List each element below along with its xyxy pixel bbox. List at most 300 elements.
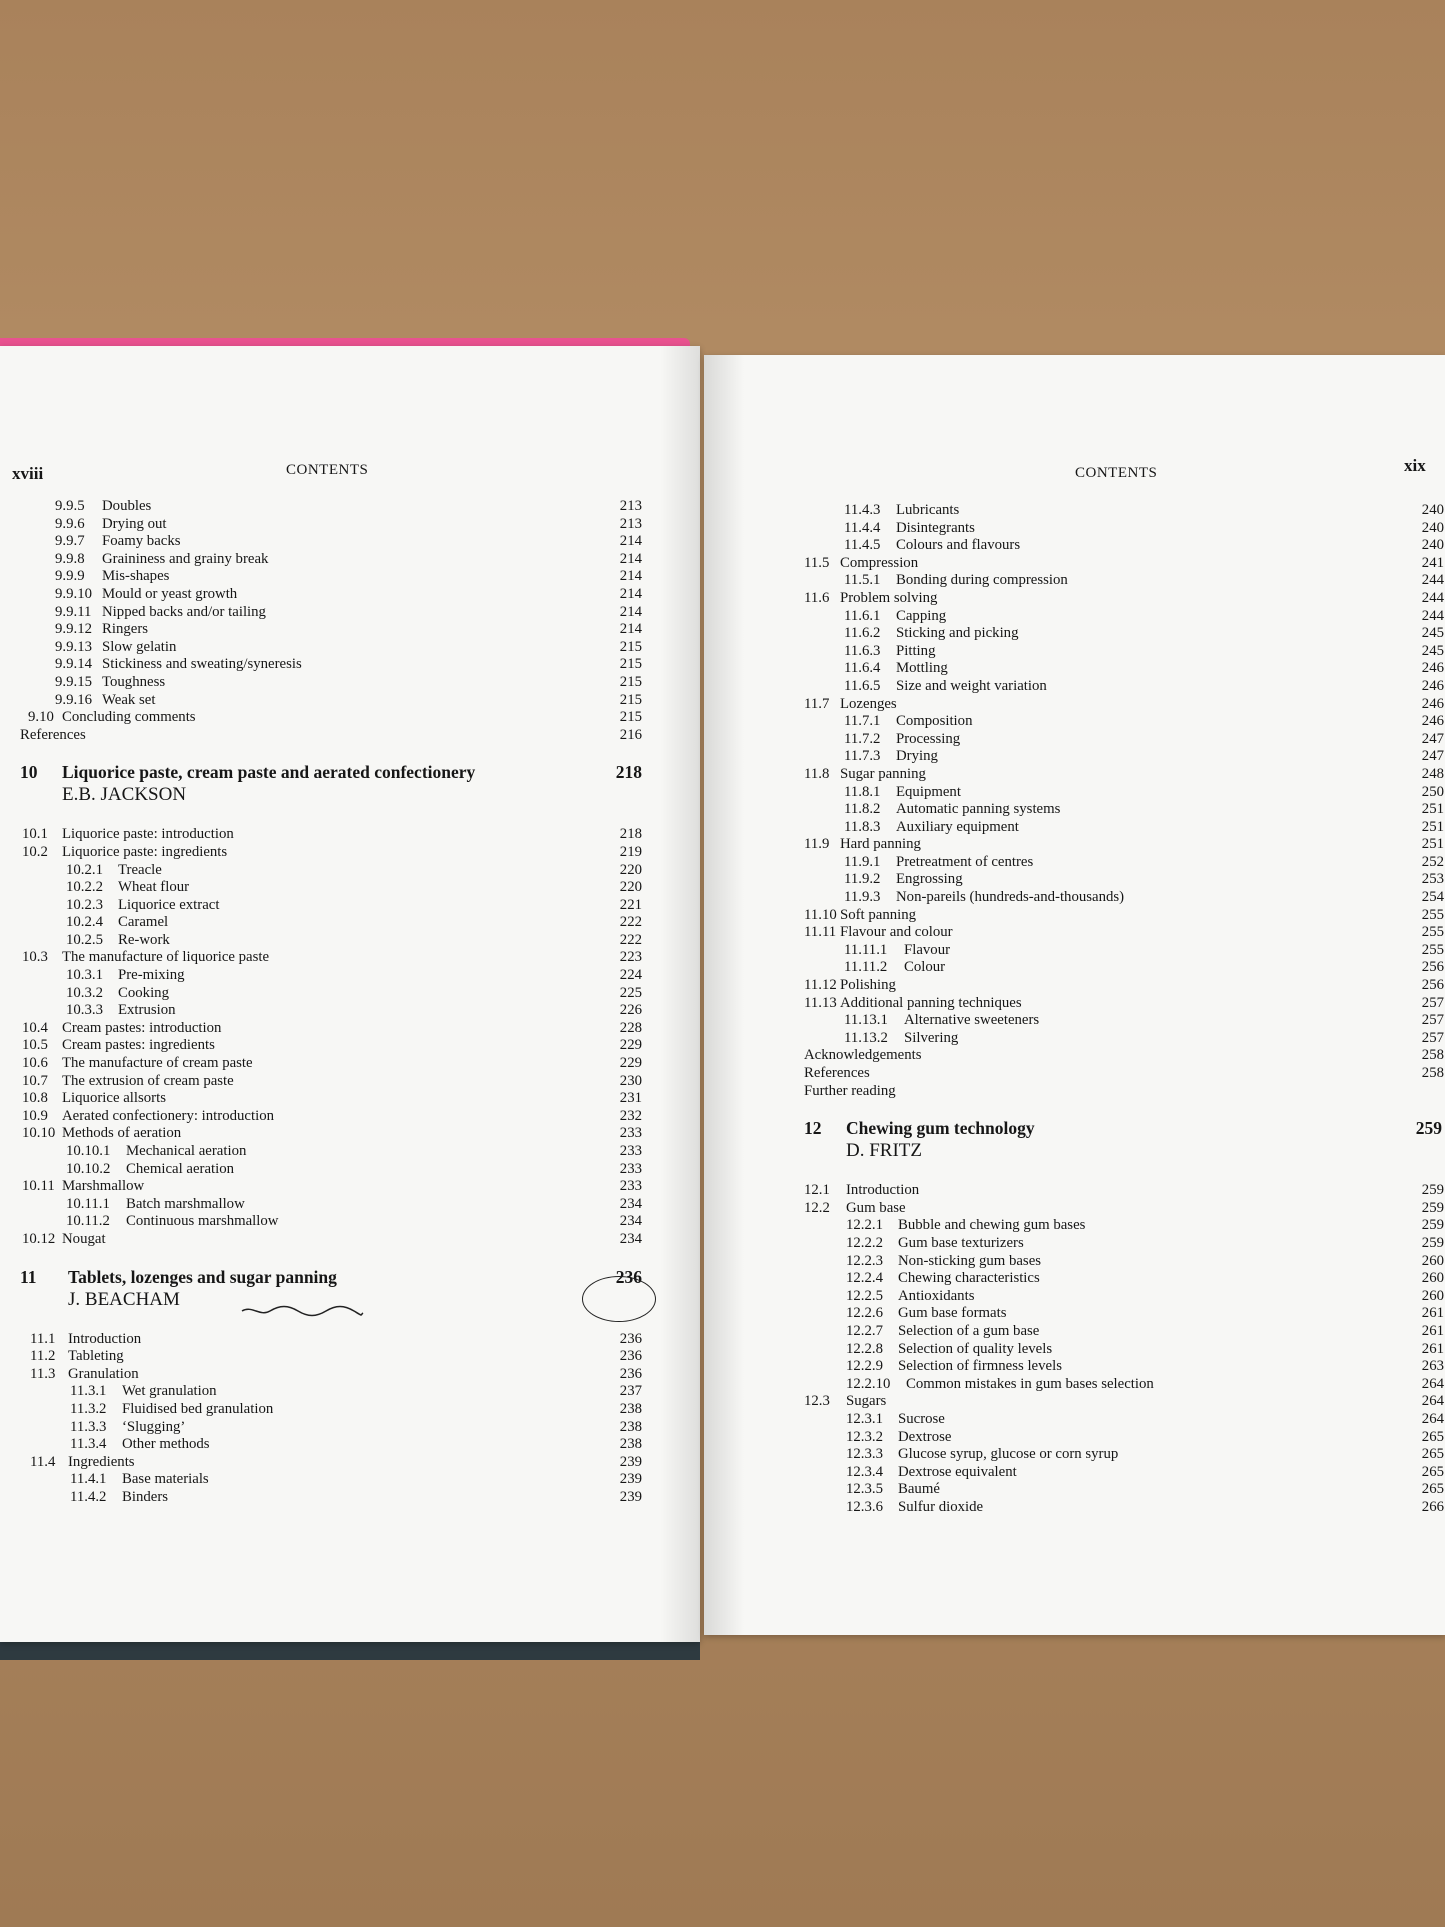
toc-entry-number: 11.4.4 <box>844 519 881 536</box>
toc-entry <box>804 818 1444 837</box>
toc-entry-title: Drying out <box>102 515 167 532</box>
toc-entry-page: 213 <box>619 498 642 514</box>
toc-entry-number: 12.1 <box>804 1182 830 1199</box>
chapter-page: 218 <box>615 762 642 783</box>
toc-entry-page: 222 <box>619 914 642 931</box>
toc-entry-page: 256 <box>1421 977 1444 994</box>
toc-entry-title: Ringers <box>102 621 149 638</box>
toc-entry-number: 10.12 <box>22 1230 56 1247</box>
toc-entry <box>20 656 642 674</box>
toc-entry-number: 12.2.8 <box>846 1340 883 1357</box>
toc-entry <box>20 1125 642 1143</box>
toc-entry <box>804 836 1444 854</box>
toc-entry-title: Non-pareils (hundreds-and-thousands) <box>896 889 1125 906</box>
toc-entry <box>804 1322 1444 1341</box>
toc-entry-title: Toughness <box>102 673 166 690</box>
toc-entry-number: 11.2 <box>30 1348 56 1365</box>
toc-entry-number: 12.2.9 <box>846 1358 883 1375</box>
toc-entry-number: 11.4 <box>30 1453 56 1470</box>
toc-entry-title: Doubles <box>102 498 152 514</box>
toc-entry-title: Cooking <box>118 984 169 1001</box>
toc-entry <box>804 554 1444 573</box>
toc-entry-title: Treacle <box>118 861 162 878</box>
toc-entry <box>20 1090 642 1108</box>
toc-entry <box>20 1178 642 1196</box>
toc-entry-number: 11.13 <box>804 994 837 1011</box>
toc-entry-title: Pretreatment of centres <box>896 853 1034 870</box>
toc-entry-title: Methods of aeration <box>62 1125 182 1142</box>
toc-entry-number: 11.11 <box>804 924 837 941</box>
left-running-head: CONTENTS <box>286 462 369 478</box>
toc-entry-number: 11.3.4 <box>70 1436 107 1453</box>
toc-entry <box>804 642 1444 661</box>
toc-entry-number: 12.3.2 <box>846 1428 883 1445</box>
toc-entry-page: 259 <box>1421 1199 1444 1216</box>
chapter-12-heading <box>804 1118 1442 1168</box>
toc-entry <box>20 1020 642 1038</box>
toc-entry-page: 248 <box>1421 765 1444 782</box>
toc-entry-title: Aerated confectionery: introduction <box>62 1107 275 1124</box>
toc-entry-page: 246 <box>1421 660 1444 677</box>
toc-entry-title: Mis-shapes <box>102 568 170 585</box>
toc-entry-title: Soft panning <box>840 906 917 923</box>
toc-entry-title: Problem solving <box>840 589 938 606</box>
toc-entry-number: 10.6 <box>22 1055 48 1072</box>
toc-entry-title: Mechanical aeration <box>126 1143 247 1159</box>
toc-entry-title: Selection of quality levels <box>898 1340 1053 1357</box>
toc-entry-number: 10.8 <box>22 1090 48 1107</box>
toc-entry-page: 233 <box>619 1178 642 1195</box>
toc-entry-number: 12.2.5 <box>846 1287 883 1304</box>
toc-entry-number: 12.2.7 <box>846 1322 883 1339</box>
chapter-title: Tablets, lozenges and sugar panning <box>68 1266 337 1287</box>
toc-entry-number: 11.3.1 <box>70 1383 107 1400</box>
toc-entry-title: Alternative sweeteners <box>904 1012 1040 1029</box>
toc-entry-number: 11.13.2 <box>844 1029 888 1046</box>
toc-entry-title: Liquorice paste: ingredients <box>62 843 228 860</box>
chapter-number: 10 <box>20 762 38 783</box>
toc-entry-title: Granulation <box>68 1365 139 1382</box>
toc-entry-number: 11.4.2 <box>70 1488 107 1505</box>
chapter-number: 11 <box>20 1266 37 1287</box>
toc-entry <box>804 1199 1444 1218</box>
toc-entry-title: Baumé <box>898 1481 940 1498</box>
toc-entry-title: Bubble and chewing gum bases <box>898 1217 1086 1234</box>
toc-entry-title: Batch marshmallow <box>126 1195 245 1212</box>
toc-entry-title: Dextrose equivalent <box>898 1463 1017 1480</box>
right-running-head: CONTENTS <box>1075 465 1158 481</box>
toc-entry <box>20 586 642 604</box>
toc-entry-title: Continuous marshmallow <box>126 1213 279 1230</box>
chapter-title: Liquorice paste, cream paste and aerated confectionery <box>62 762 476 783</box>
toc-entry-page: 234 <box>619 1213 642 1230</box>
toc-entry-page: 233 <box>619 1143 642 1159</box>
toc-entry-number: 11.6.3 <box>844 642 881 659</box>
toc-entry-number: 12.3.3 <box>846 1446 883 1463</box>
toc-entry-number: 11.9 <box>804 836 830 853</box>
toc-entry-number: 12.3.1 <box>846 1410 883 1427</box>
toc-entry-page: 236 <box>619 1330 642 1347</box>
toc-entry-page: 214 <box>619 603 642 620</box>
toc-entry <box>20 826 642 844</box>
toc-entry <box>20 604 642 622</box>
toc-entry-title: Nipped backs and/or tailing <box>102 603 266 620</box>
toc-entry-page: 221 <box>619 896 642 913</box>
toc-entry-title: Selection of firmness levels <box>898 1358 1062 1375</box>
toc-entry-number: 10.2 <box>22 843 48 860</box>
toc-entry-title: Graininess and grainy break <box>102 550 269 567</box>
right-toc <box>804 502 1444 1516</box>
toc-entry-number: 11.6.4 <box>844 660 881 677</box>
toc-entry-title: Chewing characteristics <box>898 1270 1040 1287</box>
toc-entry-number: 9.9.10 <box>55 585 92 602</box>
toc-entry-page: 244 <box>1421 607 1444 624</box>
toc-entry-page: 214 <box>619 550 642 567</box>
toc-entry <box>804 1481 1444 1499</box>
toc-entry-number: 11.8.2 <box>844 801 881 818</box>
toc-entry-page: 236 <box>619 1348 642 1365</box>
toc-entry-title: Mould or yeast growth <box>102 585 238 602</box>
toc-entry-title: Capping <box>896 607 947 624</box>
toc-entry <box>20 1436 642 1454</box>
toc-entry-page: 244 <box>1421 572 1444 589</box>
toc-entry-page: 215 <box>619 656 642 673</box>
toc-entry-number: 11.9.1 <box>844 853 881 870</box>
toc-entry <box>804 906 1444 925</box>
toc-entry <box>20 1454 642 1472</box>
toc-entry <box>804 1252 1444 1271</box>
toc-entry-page: 257 <box>1421 994 1444 1011</box>
toc-entry-page: 236 <box>619 1365 642 1382</box>
toc-entry-page: 247 <box>1421 748 1444 765</box>
toc-entry <box>804 959 1444 977</box>
toc-entry-title: Compression <box>840 554 919 571</box>
toc-entry-number: 12.2.4 <box>846 1270 883 1287</box>
toc-entry-number: 10.4 <box>22 1019 48 1036</box>
toc-entry-page: 220 <box>619 861 642 878</box>
toc-entry <box>804 1234 1444 1253</box>
toc-entry-number: 10.2.2 <box>66 879 103 896</box>
toc-entry-number: 9.9.7 <box>55 533 85 550</box>
toc-entry-title: Pre-mixing <box>118 967 185 984</box>
toc-entry-number: 11.9.3 <box>844 889 881 906</box>
toc-entry <box>804 572 1444 590</box>
toc-entry <box>20 949 642 967</box>
toc-entry <box>804 1410 1444 1429</box>
toc-entry-number: 11.1 <box>30 1330 56 1347</box>
toc-entry <box>804 1047 1444 1065</box>
toc-entry-number: 11.6.1 <box>844 607 881 624</box>
toc-entry-page: 251 <box>1421 801 1444 818</box>
toc-entry-page: 263 <box>1421 1358 1444 1375</box>
toc-entry-page: 232 <box>619 1107 642 1124</box>
left-page <box>0 346 700 1642</box>
toc-entry-page: 215 <box>619 673 642 690</box>
toc-entry-number: 10.3.3 <box>66 1002 103 1019</box>
toc-entry <box>804 853 1444 872</box>
toc-entry-title: References <box>804 1065 870 1081</box>
toc-entry-title: Wet granulation <box>122 1383 217 1400</box>
toc-entry-number: 11.8 <box>804 765 830 782</box>
toc-entry-title: Engrossing <box>896 871 963 888</box>
toc-entry-page: 214 <box>619 568 642 585</box>
toc-entry-page: 258 <box>1421 1047 1444 1064</box>
toc-entry <box>804 677 1444 696</box>
toc-entry-title: Disintegrants <box>896 519 975 536</box>
toc-entry-page: 244 <box>1421 589 1444 606</box>
toc-entry <box>804 1270 1444 1288</box>
toc-entry <box>804 1375 1444 1394</box>
toc-entry <box>804 1065 1444 1083</box>
toc-entry-page: 234 <box>619 1230 642 1247</box>
toc-entry-page: 246 <box>1421 677 1444 694</box>
toc-entry-number: 10.2.4 <box>66 914 103 931</box>
toc-entry-title: Lubricants <box>896 502 960 518</box>
toc-entry-title: Weak set <box>102 691 156 708</box>
toc-entry-number: 10.2.5 <box>66 931 103 948</box>
toc-entry-title: Sulfur dioxide <box>898 1498 984 1515</box>
toc-entry-title: Liquorice extract <box>118 896 220 913</box>
toc-entry-page: 215 <box>619 638 642 655</box>
toc-entry-number: 11.6.5 <box>844 677 881 694</box>
toc-entry <box>20 1331 642 1349</box>
toc-entry-title: Auxiliary equipment <box>896 818 1019 835</box>
toc-entry-number: 9.10 <box>28 709 54 726</box>
toc-entry <box>804 1083 1432 1101</box>
toc-entry-number: 10.2.3 <box>66 896 103 913</box>
toc-entry-title: Fluidised bed granulation <box>122 1400 274 1417</box>
toc-entry-page: 241 <box>1421 554 1444 571</box>
toc-entry-number: 12.3 <box>804 1393 830 1410</box>
toc-entry <box>20 1489 642 1507</box>
toc-entry-page: 240 <box>1421 537 1444 554</box>
toc-entry-title: Liquorice allsorts <box>62 1090 166 1107</box>
toc-entry-number: 11.7.1 <box>844 713 881 730</box>
toc-entry-number: 11.3.2 <box>70 1400 107 1417</box>
toc-entry-title: The manufacture of liquorice paste <box>62 949 270 966</box>
toc-entry-page: 213 <box>619 515 642 532</box>
toc-entry-title: Liquorice paste: introduction <box>62 826 234 843</box>
toc-entry-number: 10.9 <box>22 1107 48 1124</box>
toc-entry <box>804 1393 1444 1411</box>
toc-entry-title: Base materials <box>122 1471 209 1488</box>
toc-entry <box>804 1498 1444 1517</box>
toc-entry-page: 240 <box>1421 519 1444 536</box>
toc-entry-number: 10.5 <box>22 1037 48 1054</box>
chapter-author: E.B. JACKSON <box>62 784 187 806</box>
toc-entry-title: Mottling <box>896 660 948 677</box>
toc-entry-number: 12.3.5 <box>846 1481 883 1498</box>
toc-entry-page: 261 <box>1421 1305 1444 1322</box>
toc-entry <box>20 862 642 880</box>
toc-entry-page: 224 <box>619 967 642 984</box>
toc-entry <box>804 537 1444 555</box>
toc-entry-title: Equipment <box>896 783 961 800</box>
toc-entry <box>20 1383 642 1401</box>
toc-entry-number: 12.2 <box>804 1199 830 1216</box>
toc-entry <box>20 621 642 639</box>
toc-entry <box>20 516 642 534</box>
toc-entry-number: 11.4.3 <box>844 502 881 518</box>
toc-entry-page: 230 <box>619 1072 642 1089</box>
toc-entry-title: Chemical aeration <box>126 1160 235 1177</box>
toc-entry-page: 255 <box>1421 941 1444 958</box>
toc-entry-page: 231 <box>619 1090 642 1107</box>
toc-entry <box>20 1471 642 1489</box>
toc-entry <box>804 1446 1444 1464</box>
gutter-shadow <box>660 346 700 1642</box>
toc-entry <box>804 1358 1444 1376</box>
toc-entry <box>804 783 1444 802</box>
toc-entry-number: 11.9.2 <box>844 871 881 888</box>
left-folio: xviii <box>12 464 44 483</box>
toc-entry <box>804 889 1444 907</box>
toc-entry-title: Stickiness and sweating/syneresis <box>102 656 302 673</box>
toc-entry <box>804 625 1444 643</box>
toc-entry-number: 9.9.16 <box>55 691 92 708</box>
toc-entry-title: Foamy backs <box>102 533 181 550</box>
gutter-shadow <box>704 355 744 1635</box>
toc-entry-title: Automatic panning systems <box>896 801 1061 818</box>
toc-entry-page: 259 <box>1421 1217 1444 1234</box>
toc-entry-number: 11.6 <box>804 589 830 606</box>
toc-entry-number: 9.9.5 <box>55 498 85 514</box>
toc-entry-number: 10.11.1 <box>66 1195 110 1212</box>
toc-entry-page: 251 <box>1421 836 1444 853</box>
toc-entry-number: 11.10 <box>804 906 837 923</box>
toc-entry-page: 245 <box>1421 642 1444 659</box>
toc-entry-title: Bonding during compression <box>896 572 1068 589</box>
toc-entry-page: 265 <box>1421 1463 1444 1480</box>
toc-entry <box>804 994 1444 1013</box>
toc-entry-title: Concluding comments <box>62 709 196 726</box>
toc-entry <box>20 1348 642 1366</box>
toc-entry-number: 10.10.1 <box>66 1143 111 1159</box>
toc-entry-title: Re-work <box>118 931 170 948</box>
toc-entry <box>804 695 1444 714</box>
toc-entry-title: Wheat flour <box>118 879 190 896</box>
toc-entry-title: Sugars <box>846 1393 887 1410</box>
toc-entry-page: 265 <box>1421 1428 1444 1445</box>
toc-entry-number: 9.9.8 <box>55 550 85 567</box>
toc-entry <box>20 1213 642 1231</box>
toc-entry <box>20 967 642 985</box>
toc-entry-number: 9.9.11 <box>55 603 92 620</box>
toc-entry <box>804 748 1444 766</box>
toc-entry <box>20 727 642 745</box>
toc-entry-title: Selection of a gum base <box>898 1322 1040 1339</box>
toc-entry-page: 245 <box>1421 625 1444 642</box>
toc-entry-page: 215 <box>619 691 642 708</box>
toc-entry-page: 238 <box>619 1436 642 1453</box>
toc-entry-page: 257 <box>1421 1029 1444 1046</box>
toc-entry-page: 259 <box>1421 1182 1444 1199</box>
toc-entry-page: 240 <box>1421 502 1444 518</box>
toc-entry <box>20 674 642 692</box>
toc-entry-number: 11.5 <box>804 554 830 571</box>
toc-entry-title: Gum base formats <box>898 1305 1007 1322</box>
toc-entry-page: 260 <box>1421 1252 1444 1269</box>
toc-entry-page: 218 <box>619 826 642 843</box>
left-toc <box>20 498 642 1507</box>
toc-entry <box>804 801 1444 819</box>
toc-entry-title: Flavour <box>904 941 951 958</box>
toc-entry-title: Non-sticking gum bases <box>898 1252 1042 1269</box>
toc-entry-page: 215 <box>619 709 642 726</box>
toc-entry-page: 265 <box>1421 1446 1444 1463</box>
toc-block-ch11-tail <box>804 502 1444 1100</box>
toc-entry <box>20 709 642 727</box>
toc-entry <box>20 1231 642 1249</box>
toc-entry <box>20 1366 642 1384</box>
toc-entry-title: Hard panning <box>840 836 921 853</box>
toc-entry-number: 9.9.9 <box>55 568 85 585</box>
toc-entry-title: Additional panning techniques <box>840 994 1022 1011</box>
toc-entry-title: Caramel <box>118 914 169 931</box>
toc-entry-number: 11.13.1 <box>844 1012 888 1029</box>
toc-entry-number: 10.10.2 <box>66 1160 111 1177</box>
right-folio: xix <box>1404 456 1426 475</box>
toc-entry-number: 10.11 <box>22 1178 55 1195</box>
toc-entry <box>804 660 1444 678</box>
toc-entry <box>804 519 1444 538</box>
chapter-page: 259 <box>1415 1118 1442 1139</box>
toc-entry <box>804 871 1444 889</box>
toc-entry <box>804 607 1444 626</box>
toc-entry-title: Introduction <box>846 1182 920 1199</box>
toc-block-ch12 <box>804 1182 1444 1516</box>
toc-entry-page: 261 <box>1421 1340 1444 1357</box>
toc-entry <box>20 639 642 657</box>
toc-entry-title: Antioxidants <box>898 1287 975 1304</box>
toc-entry-title: Sugar panning <box>840 765 926 782</box>
chapter-10-heading <box>20 764 642 812</box>
toc-entry <box>804 502 1444 520</box>
toc-entry-title: Processing <box>896 730 961 747</box>
toc-entry-page: 257 <box>1421 1012 1444 1029</box>
toc-entry-title: The extrusion of cream paste <box>62 1072 234 1089</box>
toc-entry-number: 10.3 <box>22 949 48 966</box>
toc-entry-title: Extrusion <box>118 1002 176 1019</box>
toc-entry <box>20 1055 642 1073</box>
toc-entry-number: 11.11.1 <box>844 941 888 958</box>
toc-entry-title: Silvering <box>904 1029 959 1046</box>
toc-entry-page: 214 <box>619 585 642 602</box>
toc-entry-title: Cream pastes: introduction <box>62 1019 222 1036</box>
toc-entry-title: Dextrose <box>898 1428 952 1445</box>
toc-entry-page: 264 <box>1421 1410 1444 1427</box>
toc-entry-number: 10.1 <box>22 826 48 843</box>
toc-entry-title: Slow gelatin <box>102 638 177 655</box>
toc-entry-page: 253 <box>1421 871 1444 888</box>
toc-entry <box>804 977 1444 995</box>
toc-entry <box>804 589 1444 608</box>
toc-entry-page: 246 <box>1421 695 1444 712</box>
toc-entry-number: 9.9.15 <box>55 673 92 690</box>
toc-entry <box>20 1073 642 1091</box>
toc-entry <box>20 692 642 710</box>
toc-entry-page: 237 <box>619 1383 642 1400</box>
handwritten-underline-squiggle <box>240 1303 365 1319</box>
chapter-page: 236 <box>615 1266 642 1287</box>
toc-entry-page: 266 <box>1421 1498 1444 1515</box>
toc-entry-number: 9.9.12 <box>55 621 92 638</box>
toc-entry-title: Nougat <box>62 1230 106 1247</box>
toc-entry <box>804 941 1444 960</box>
toc-entry-page: 214 <box>619 621 642 638</box>
toc-entry <box>20 914 642 932</box>
toc-entry <box>20 1002 642 1020</box>
